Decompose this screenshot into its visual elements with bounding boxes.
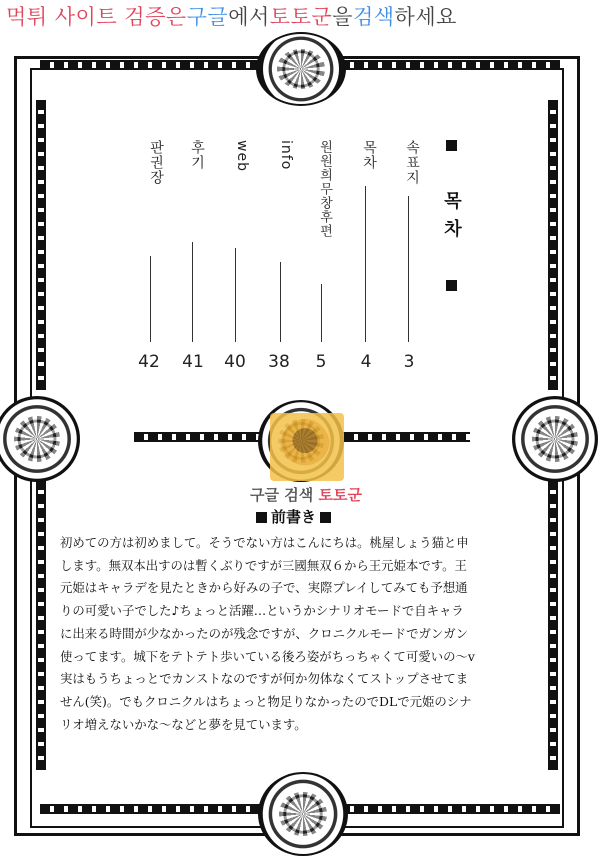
preface-line: リオ増えないかな～などと夢を見ています。 [60, 716, 307, 732]
banner-text-2: 구글 [186, 5, 229, 29]
toc-title [440, 140, 464, 291]
preface-line: 実はもうちょっとでカンストなのですが何か勿体なくてストップさせてま [60, 671, 469, 687]
preface-line: 使ってます。城下をテトテト歩いている後ろ姿がちっちゃくて可愛いの～v [60, 648, 475, 664]
left-border [36, 100, 46, 390]
preface-heading-text: 前書き [271, 508, 317, 526]
right-border-lower [548, 470, 558, 770]
preface-line: せん(笑)。でもクロニクルはちょっと物足りなかったのでDLで元姫のシナ [60, 693, 472, 709]
toc-item-label: 속표지 [404, 140, 420, 185]
toc-leader-line [365, 186, 366, 342]
logo-caption-line2: 토토군 [318, 486, 362, 504]
dragon-medallion-bottom [258, 772, 348, 856]
toc-title-text: 목 차 [441, 191, 462, 240]
left-border-lower [36, 470, 46, 770]
toc-item-page: 3 [403, 352, 415, 372]
preface-line: 初めての方は初めまして。そうでない方はこんにちは。桃屋しょう猫と申 [60, 535, 469, 550]
title-square-top [446, 140, 457, 151]
banner-text-3: 에서 [228, 5, 270, 29]
toc-item-page: 5 [315, 352, 327, 372]
banner-text-4: 토토군 [269, 5, 333, 29]
preface-line: に出来る時間が少なかったのが残念ですが、クロニクルモードでガンガン [60, 625, 469, 641]
logo-caption [226, 484, 386, 505]
middle-divider-left [134, 432, 274, 442]
preface-body [60, 532, 540, 736]
toc-leader-line [192, 242, 193, 342]
toc-item-label: 판권장 [148, 140, 164, 185]
toc-item-page: 40 [224, 352, 246, 372]
heading-square-right [320, 512, 331, 523]
title-square-bottom [446, 280, 457, 291]
dragon-medallion-top [256, 32, 346, 106]
toc-item-page: 4 [360, 352, 372, 372]
toc-leader-line [235, 248, 236, 342]
right-border [548, 100, 558, 390]
toc-item-label: 목차 [361, 140, 377, 170]
toc-leader-line [280, 262, 281, 342]
banner-text-7: 하세요 [394, 5, 457, 29]
banner-text-1: 먹튀 사이트 검증은 [6, 5, 187, 29]
toc-item-page: 42 [138, 352, 160, 372]
toc-item-label: info [278, 140, 294, 171]
top-border-right [340, 60, 560, 70]
banner-text-6: 검색 [352, 5, 395, 29]
toc-item-label: 원원희무창후편 [317, 140, 332, 238]
toc-item-label: web [234, 140, 250, 172]
site-logo-watermark [270, 413, 344, 481]
toc-item-page: 38 [268, 352, 290, 372]
preface-line: します。無双本出すのは暫くぶりですが三國無双６から王元姫本です。王 [60, 557, 467, 573]
preface-line: りの可愛い子でした♪ちょっと活躍…というかシナリオモードで自キャラ [60, 603, 464, 619]
top-border-left [40, 60, 260, 70]
heading-square-left [256, 512, 267, 523]
toc-leader-line [150, 256, 151, 342]
watermark-banner [0, 0, 600, 34]
banner-text-5: 을 [332, 5, 353, 29]
toc-item-label: 후기 [189, 140, 205, 170]
bottom-border-right [340, 804, 560, 814]
toc-leader-line [408, 196, 409, 342]
preface-line: 元姫はキャラデを見たときから好みの子で、実際プレイしてみても予想通 [60, 580, 468, 596]
dragon-medallion-right [512, 396, 598, 482]
toc-item-page: 41 [182, 352, 204, 372]
middle-divider-right [330, 432, 470, 442]
preface-heading [252, 506, 335, 528]
logo-caption-line1: 구글 검색 [250, 486, 314, 504]
toc-leader-line [321, 284, 322, 342]
bottom-border-left [40, 804, 260, 814]
